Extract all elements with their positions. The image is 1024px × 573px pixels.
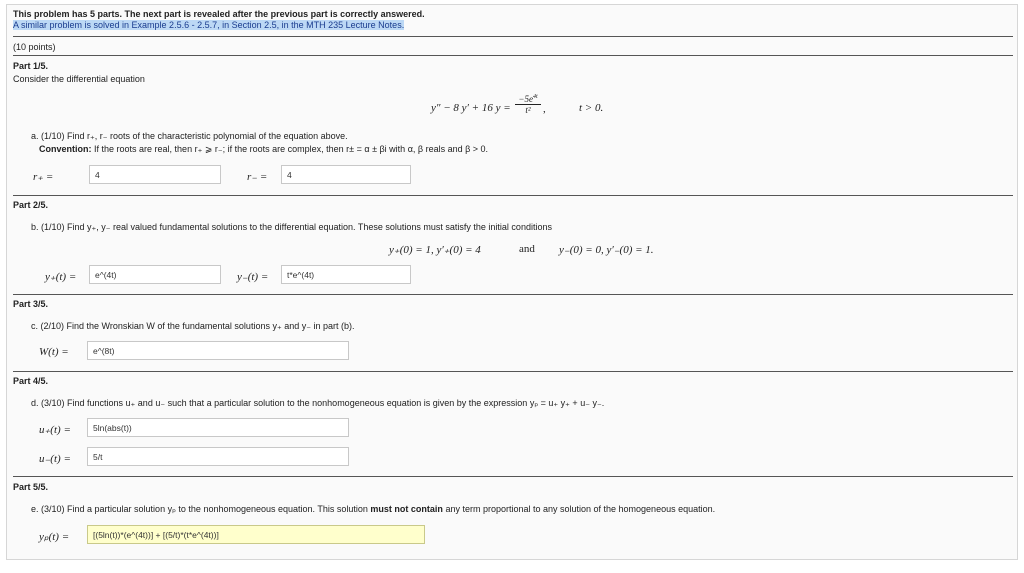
part5-title: Part 5/5. bbox=[13, 482, 49, 492]
yp-label: yₚ(t) = bbox=[39, 531, 70, 543]
ode-numerator: −5e bbox=[518, 94, 533, 104]
divider bbox=[13, 55, 1013, 56]
ode-condition: t > 0. bbox=[579, 102, 604, 114]
u-plus-input[interactable]: 5ln(abs(t)) bbox=[87, 418, 349, 437]
r-plus-label: r₊ = bbox=[33, 171, 54, 183]
r-minus-input[interactable]: 4 bbox=[281, 165, 411, 184]
part2-question: b. (1/10) Find y₊, y₋ real valued fundamental solutions to the differential equation. These solutions must satisfy the initial conditions bbox=[31, 222, 552, 232]
divider bbox=[13, 195, 1013, 196]
ode-comma: , bbox=[543, 103, 546, 115]
wronskian-label: W(t) = bbox=[39, 346, 69, 358]
convention-note bbox=[39, 144, 488, 155]
y-minus-label: y₋(t) = bbox=[237, 271, 269, 283]
convention-label: Convention: bbox=[39, 144, 92, 154]
u-minus-label: u₋(t) = bbox=[39, 453, 71, 465]
points-label: (10 points) bbox=[13, 42, 56, 52]
wronskian-input[interactable]: e^(8t) bbox=[87, 341, 349, 360]
part3-title: Part 3/5. bbox=[13, 299, 49, 309]
reference-link[interactable]: A similar problem is solved in Example 2.5.6 - 2.5.7, in Section 2.5, in the MTH 235 Lecture Notes. bbox=[13, 20, 405, 30]
divider bbox=[13, 36, 1013, 37]
y-plus-label: y₊(t) = bbox=[45, 271, 77, 283]
part4-title: Part 4/5. bbox=[13, 376, 49, 386]
part2-title: Part 2/5. bbox=[13, 200, 49, 210]
divider bbox=[13, 294, 1013, 295]
divider bbox=[13, 476, 1013, 477]
ode-lhs: y″ − 8 y′ + 16 y = bbox=[431, 102, 511, 114]
u-minus-input[interactable]: 5/t bbox=[87, 447, 349, 466]
problem-panel bbox=[6, 4, 1018, 560]
part3-question: c. (2/10) Find the Wronskian W of the fundamental solutions y₊ and y₋ in part (b). bbox=[31, 321, 355, 331]
part1-title: Part 1/5. bbox=[13, 61, 49, 71]
part5-question-bold: must not contain bbox=[370, 504, 443, 514]
y-minus-input[interactable]: t*e^(4t) bbox=[281, 265, 411, 284]
yp-input[interactable]: [(5ln(t))*(e^(4t))] + [(5/t)*(t*e^(4t))] bbox=[87, 525, 425, 544]
part4-question: d. (3/10) Find functions u₊ and u₋ such that a particular solution to the nonhomogeneous equation is given by the expression yₚ = u₊ y₊ + u₋ y₋. bbox=[31, 398, 605, 408]
part1-question: a. (1/10) Find r₊, r₋ roots of the characteristic polynomial of the equation above. bbox=[31, 131, 348, 141]
part5-question-post: any term proportional to any solution of the homogeneous equation. bbox=[445, 504, 716, 514]
ode-numerator-exponent: 4t bbox=[532, 94, 538, 100]
ode-denominator: t² bbox=[525, 105, 531, 115]
y-plus-input[interactable]: e^(4t) bbox=[89, 265, 221, 284]
initial-conditions-left: y₊(0) = 1, y′₊(0) = 4 bbox=[389, 244, 481, 256]
part1-prompt: Consider the differential equation bbox=[13, 74, 145, 84]
part5-question-pre: e. (3/10) Find a particular solution yₚ to the nonhomogeneous equation. This solution bbox=[31, 504, 368, 514]
ode-fraction bbox=[515, 94, 541, 115]
initial-conditions-right: y₋(0) = 0, y′₋(0) = 1. bbox=[559, 244, 654, 256]
part5-question bbox=[31, 504, 715, 515]
initial-conditions-and: and bbox=[519, 243, 535, 255]
r-minus-label: r₋ = bbox=[247, 171, 268, 183]
r-plus-input[interactable]: 4 bbox=[89, 165, 221, 184]
problem-intro: This problem has 5 parts. The next part is revealed after the previous part is correctly answered. bbox=[13, 9, 425, 19]
divider bbox=[13, 371, 1013, 372]
u-plus-label: u₊(t) = bbox=[39, 424, 71, 436]
convention-text: If the roots are real, then r₊ ⩾ r₋; if the roots are complex, then r± = α ± βi with α, β reals and β > 0. bbox=[94, 144, 489, 154]
